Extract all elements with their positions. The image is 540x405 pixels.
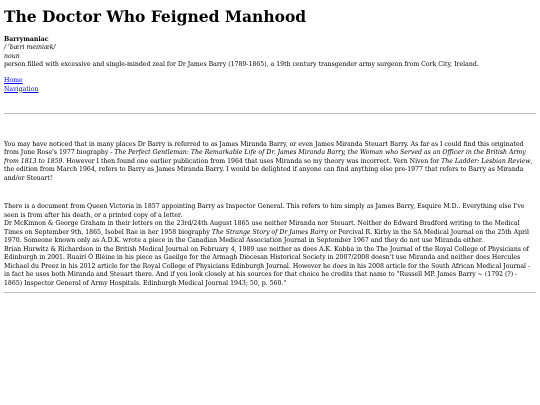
para2-book-title: The Strange Story of Dr James Barry [211, 228, 328, 236]
para2-line-2 [4, 220, 536, 246]
page-title: The Doctor Who Feigned Manhood [4, 7, 307, 26]
definition-meaning: person filled with excessive and single-minded zeal for Dr James Barry (1789-1865), a 19th century transgender army surgeon from Cork City, Ireland. [4, 60, 479, 68]
definition-pronunciation: / ˈbæri meɪniæk/ [4, 44, 56, 52]
para2-line-3-text-b: in his 2008 article for the South African Medical Journal - in fact he uses both Miranda and Steuart there. And if you look closely at his sources for that choice he credits that name to "Russell MP. James Barry ~ (1792 (?) - 1865) Inspector General of Army Hospitals. Edinburgh Medical Journal 1943; 50, p. 560." [4, 262, 531, 287]
definition-block [4, 36, 536, 69]
para1-journal-title: The Ladder: Lesbian Review [441, 157, 531, 165]
para2-line-2-text-b: or Percival R. Kirby in the SA Medical Journal on the 25th April 1970. Someone known only as A.D.K. wrote a piece in the Canadian Medical Association Journal in September 1967 and they do not use Miranda either. [4, 228, 529, 245]
para1-text-c: , the edition from March 1964, refers to Barry as James Miranda Barry. I would be delighted if anyone can find anything else pre-1977 that refers to Barry as Miranda and/or Steuart! [4, 157, 533, 182]
home-link[interactable]: Home [4, 77, 23, 85]
definition-word: Barrymaniac [4, 36, 49, 44]
para1-text-b: . However I then found one earlier publication from 1964 that uses Miranda so my theory was incorrect. Vern Niven for [62, 157, 442, 165]
paragraph-miranda-origin [4, 141, 536, 184]
para2-emphasis-does: does [332, 262, 348, 270]
para2-line-2-text-a: Dr McKinnon & George Graham in their letters on the 23rd/24th August 1865 use neither Miranda nor Steuart. Neither do Edward Bradford writing to the Medical Times on September 9th, 1865, Isobel Rae in her 1958 biography [4, 220, 520, 236]
definition-part-of-speech: noun [4, 52, 20, 60]
para1-text-a: You may have noticed that in many places Dr Barry is referred to as James Miranda Barry, or even James Miranda Steuart Barry. As far as I could find this originated from June Rose's 1977 biography - [4, 140, 524, 157]
para1-book-title: The Perfect Gentleman: The Remarkable Life of Dr. James Miranda Barry, the Woman who Served as an Officer in the British Army from 1813 to 1859 [4, 149, 526, 165]
divider-bottom [4, 292, 536, 293]
para2-line-3 [4, 246, 536, 289]
para2-line-3-text-a: Brian Hurwitz & Richardson in the British Medical Journal on February 4, 1989 use neither as does A.K. Kubba in the The Journal of the Royal College of Physicians of Edinburgh in 2001. Ruairí Ó Bléine in his piece as Gaeilge for the Armagh Diocesan Historical Society in 2007/2008 doesn't use Miranda and neither does Hercules Michael du Preez in his 2012 article for the Royal College of Physicians Edinburgh Journal. However he [4, 245, 529, 270]
para2-line-1: There is a document from Queen Victoria in 1857 appointing Barry as Inspector General. This refers to him simply as James Barry, Esquire M.D.. Everything else I've seen is from after his death, or a printed copy of a letter. [4, 203, 525, 219]
navigation-link[interactable]: Navigation [4, 85, 39, 93]
nav-links [4, 77, 536, 94]
divider-top [4, 113, 536, 114]
paragraph-sources [4, 203, 536, 288]
